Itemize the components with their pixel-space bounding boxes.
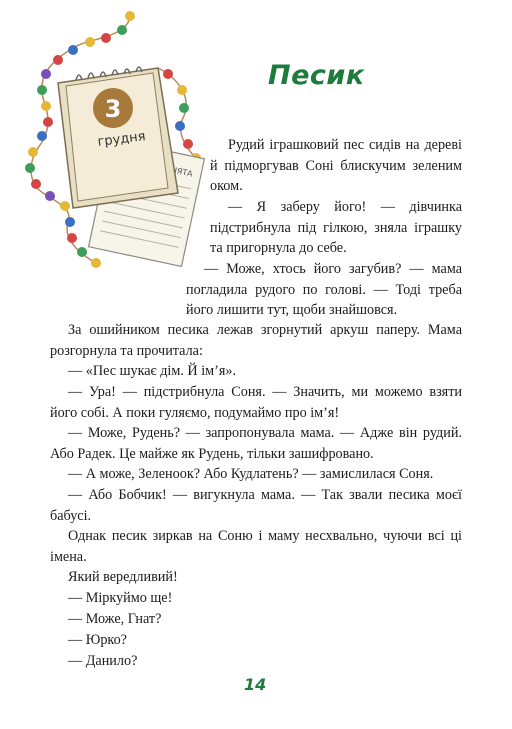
paragraph: Який вередливий! (68, 569, 178, 585)
paragraph: Однак песик зиркав на Соню і маму несхвально, чуючи всі ці імена. (50, 528, 462, 565)
calendar-illustration (18, 8, 218, 273)
chapter-title: Песик (268, 60, 365, 91)
desk-calendar (58, 67, 178, 208)
paragraph: — «Пес шукає дім. Й ім’я». (68, 363, 237, 379)
paragraph: — А може, Зеленоок? Або Кудлатень? — замислилася Соня. (68, 466, 434, 482)
paragraph: За ошийником песика лежав згорнутий аркуш паперу. Мама розгорнула та прочитала: (50, 322, 462, 359)
calendar-day: 3 (104, 95, 122, 123)
paragraph: — Міркуймо ще! (68, 590, 173, 606)
paragraph: — Може, Рудень? — запропонувала мама. — Адже він рудий. Або Радек. Це майже як Рудень, тільки зашифровано. (50, 425, 462, 462)
paragraph: — Або Бобчик! — вигукнула мама. — Так звали песика моєї бабусі. (50, 487, 462, 524)
paragraph: — Може, Гнат? (68, 611, 162, 627)
page-number: 14 (244, 675, 267, 694)
paragraph: — Юрко? (68, 632, 127, 648)
paragraph: — Я заберу його! — дівчинка підстрибнула під гілкою, зняла іграшку та пригорнула до себе. (210, 199, 462, 257)
paragraph: — Може, хтось його загубив? — мама погладила рудого по голові. — Тоді треба його лишити тут, щоби знайшовся. (186, 261, 462, 319)
calendar-month: грудня (96, 129, 147, 150)
paragraph: Рудий іграшковий пес сидів на дереві й підморгував Соні блискучим зеленим оком. (210, 137, 462, 195)
paragraph: — Ура! — підстрибнула Соня. — Значить, ми можемо взяти його собі. А поки гуляємо, подумаймо про ім’я! (50, 384, 462, 421)
paragraph: — Данило? (68, 653, 138, 669)
